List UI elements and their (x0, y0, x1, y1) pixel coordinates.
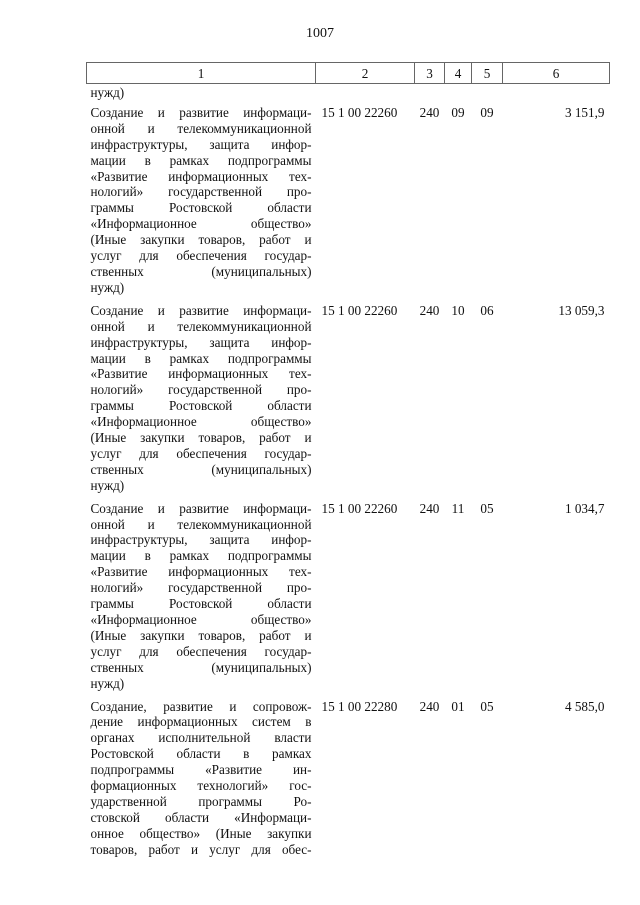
row-code: 15 1 00 22260 (321, 104, 398, 120)
row-code: 15 1 00 22280 (321, 698, 398, 714)
description-line: Создание и развитие информаци- (90, 500, 312, 516)
description-line: услуг для обеспечения государ- (90, 248, 312, 264)
row-col4: 09 (451, 104, 465, 120)
row-description (87, 696, 316, 862)
row-col5: 09 (480, 104, 494, 120)
description-line: нужд) (90, 477, 125, 493)
description-line: «Развитие информационных тех- (90, 366, 312, 382)
row-description (87, 498, 316, 696)
description-line: онной и телекоммуникационной (90, 516, 312, 532)
description-line: подпрограммы «Развитие ин- (90, 762, 312, 778)
description-line: дение информационных систем в (90, 714, 312, 730)
row-col4: 10 (451, 302, 465, 318)
description-line: (Иные закупки товаров, работ и (90, 430, 312, 446)
page-number: 1007 (306, 26, 334, 41)
row-col3: 240 (419, 500, 440, 516)
row-col3: 240 (419, 302, 440, 318)
continuation-text: нужд) (90, 85, 125, 100)
row-amount: 4 585,0 (564, 698, 605, 714)
row-code: 15 1 00 22260 (321, 302, 398, 318)
description-line: инфраструктуры, защита инфор- (90, 136, 312, 152)
description-line: Создание и развитие информаци- (90, 302, 312, 318)
table-header-row (87, 63, 610, 84)
row-col4: 01 (451, 698, 465, 714)
description-line: Создание, развитие и сопровож- (90, 698, 312, 714)
description-line: ударственной программы Ро- (90, 793, 312, 809)
description-line: услуг для обеспечения государ- (90, 445, 312, 461)
column-header-4: 4 (445, 63, 472, 84)
row-col4: 11 (451, 500, 465, 516)
description-line: товаров, работ и услуг для обес- (90, 841, 312, 857)
row-col5: 05 (480, 698, 494, 714)
description-line: онное общество» (Иные закупки (90, 825, 312, 841)
row-col3: 240 (419, 104, 440, 120)
description-line: граммы Ростовской области (90, 596, 312, 612)
description-line: «Развитие информационных тех- (90, 564, 312, 580)
column-header-2: 2 (316, 63, 415, 84)
table-row (87, 498, 610, 696)
description-line: мации в рамках подпрограммы (90, 152, 312, 168)
description-line: (Иные закупки товаров, работ и (90, 627, 312, 643)
row-description (87, 102, 316, 300)
description-line: нужд) (90, 675, 125, 691)
column-header-1: 1 (87, 63, 316, 84)
description-line: мации в рамках подпрограммы (90, 548, 312, 564)
row-description (87, 300, 316, 498)
description-line: Создание и развитие информаци- (90, 104, 312, 120)
column-header-6: 6 (503, 63, 610, 84)
description-line: Ростовской области в рамках (90, 746, 312, 762)
description-line: нологий» государственной про- (90, 580, 312, 596)
description-line: мации в рамках подпрограммы (90, 350, 312, 366)
description-line: нологий» государственной про- (90, 382, 312, 398)
description-line: граммы Ростовской области (90, 398, 312, 414)
description-line: нологий» государственной про- (90, 184, 312, 200)
description-line: «Информационное общество» (90, 414, 312, 430)
description-line: формационных технологий» гос- (90, 778, 312, 794)
description-line: «Развитие информационных тех- (90, 168, 312, 184)
row-col3: 240 (419, 698, 440, 714)
table-row (87, 300, 610, 498)
description-line: онной и телекоммуникационной (90, 318, 312, 334)
row-col5: 05 (480, 500, 494, 516)
description-line: органах исполнительной власти (90, 730, 312, 746)
description-line: инфраструктуры, защита инфор- (90, 334, 312, 350)
description-line: (Иные закупки товаров, работ и (90, 232, 312, 248)
table-row (87, 696, 610, 862)
continuation-row (87, 84, 610, 102)
description-line: «Информационное общество» (90, 612, 312, 627)
row-col5: 06 (480, 302, 494, 318)
row-amount: 1 034,7 (564, 500, 605, 516)
column-header-3: 3 (415, 63, 445, 84)
description-line: «Информационное общество» (90, 216, 312, 232)
description-line: ственных (муниципальных) (90, 461, 312, 477)
column-header-5: 5 (472, 63, 503, 84)
description-line: стовской области «Информаци- (90, 809, 312, 825)
description-line: граммы Ростовской области (90, 200, 312, 216)
description-line: услуг для обеспечения государ- (90, 643, 312, 659)
table-row (87, 102, 610, 300)
row-code: 15 1 00 22260 (321, 500, 398, 516)
description-line: онной и телекоммуникационной (90, 120, 312, 136)
row-amount: 13 059,3 (558, 302, 605, 318)
description-line: ственных (муниципальных) (90, 659, 312, 675)
row-amount: 3 151,9 (564, 104, 605, 120)
description-line: нужд) (90, 279, 125, 295)
description-line: ственных (муниципальных) (90, 263, 312, 279)
budget-table (86, 62, 610, 862)
description-line: инфраструктуры, защита инфор- (90, 532, 312, 548)
